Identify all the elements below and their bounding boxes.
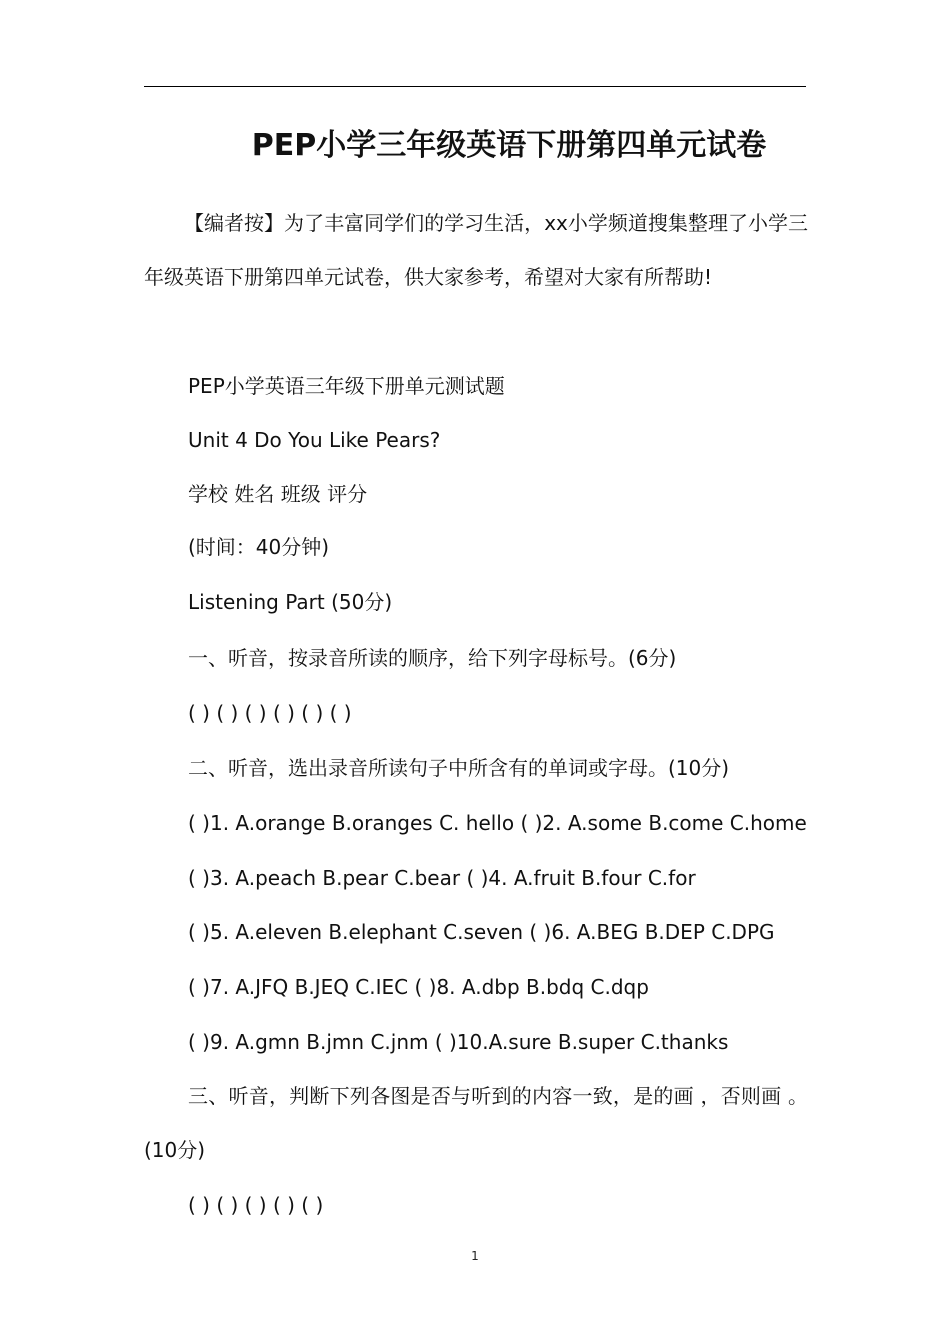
header-rule	[144, 86, 806, 87]
listening-part-heading: Listening Part (50分)	[188, 590, 393, 614]
page-title: PEP小学三年级英语下册第四单元试卷	[251, 128, 767, 163]
question-line-5: ( )9. A.gmn B.jmn C.jnm ( )10.A.sure B.super C.thanks	[188, 1030, 729, 1054]
section-1-heading: 一、听音，按录音所读的顺序，给下列字母标号。(6分)	[188, 646, 677, 670]
time-line: (时间：40分钟)	[188, 535, 330, 559]
section-3-blanks: ( ) ( ) ( ) ( ) ( )	[188, 1193, 324, 1217]
section-2-heading: 二、听音，选出录音所读句子中所含有的单词或字母。(10分)	[188, 756, 730, 780]
page-number: 1	[471, 1249, 479, 1263]
unit-title: Unit 4 Do You Like Pears?	[188, 428, 441, 452]
test-heading: PEP小学英语三年级下册单元测试题	[188, 374, 505, 398]
section-1-blanks: ( ) ( ) ( ) ( ) ( ) ( )	[188, 701, 352, 725]
question-line-3: ( )5. A.eleven B.elephant C.seven ( )6. A.BEG B.DEP C.DPG	[188, 920, 775, 944]
section-3-heading: 三、听音，判断下列各图是否与听到的内容一致，是的画 ，否则画 。(10分)	[144, 1084, 808, 1162]
student-info-line: 学校 姓名 班级 评分	[188, 482, 368, 506]
question-line-1: ( )1. A.orange B.oranges C. hello ( )2. A.some B.come C.home	[188, 811, 807, 835]
intro-paragraph: 【编者按】为了丰富同学们的学习生活，xx小学频道搜集整理了小学三年级英语下册第四单元试卷，供大家参考，希望对大家有所帮助!	[144, 211, 808, 289]
question-line-2: ( )3. A.peach B.pear C.bear ( )4. A.fruit B.four C.for	[188, 866, 696, 890]
question-line-4: ( )7. A.JFQ B.JEQ C.IEC ( )8. A.dbp B.bdq C.dqp	[188, 975, 649, 999]
